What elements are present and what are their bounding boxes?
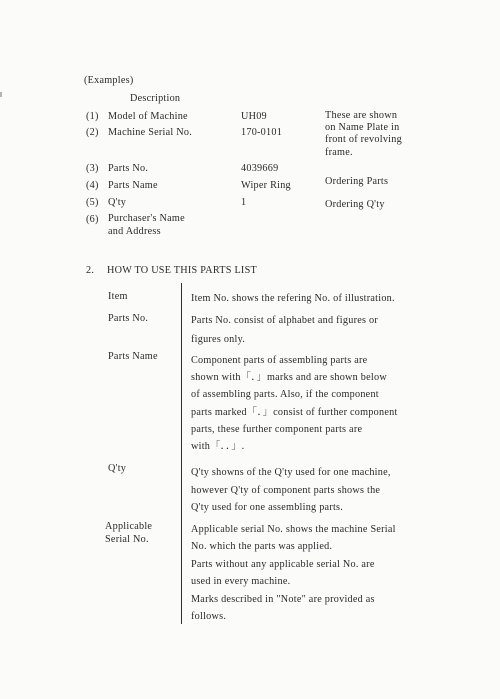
example-label-5: Q'ty — [108, 197, 127, 208]
term-applicable-serial-no: Applicable Serial No. — [105, 521, 153, 545]
example-num-4: (4) — [86, 180, 99, 191]
example-label-2: Machine Serial No. — [108, 127, 192, 138]
example-value-4: Wiper Ring — [241, 180, 291, 191]
description-label: Description — [130, 93, 181, 104]
example-num-1: (1) — [86, 111, 99, 122]
term-parts-no: Parts No. — [108, 313, 149, 324]
definition-parts-name: Component parts of assembling parts are shown with「．」marks and are shown below of assembling parts. Also, if the component parts marked「．」consist of further component parts, these further component parts are with「．．」. — [191, 355, 398, 453]
section-number: 2. — [86, 265, 95, 276]
examples-heading: (Examples) — [84, 75, 134, 86]
definition-parts-no: Parts No. consist of alphabet and figures or figures only. — [191, 315, 378, 345]
term-parts-name: Parts Name — [108, 351, 158, 362]
section-title: HOW TO USE THIS PARTS LIST — [107, 265, 257, 276]
example-value-2: 170-0101 — [241, 127, 283, 138]
example-label-4: Parts Name — [108, 180, 158, 191]
example-value-3: 4039669 — [241, 163, 279, 174]
ordering-parts-note: Ordering Parts — [325, 176, 389, 187]
example-num-3: (3) — [86, 163, 99, 174]
example-value-1: UH09 — [241, 111, 267, 122]
term-qty: Q'ty — [108, 463, 127, 474]
example-label-6: Purchaser's Name and Address — [108, 213, 185, 237]
definition-item: Item No. shows the refering No. of illustration. — [191, 293, 395, 304]
definition-qty: Q'ty showns of the Q'ty used for one machine, however Q'ty of component parts shows the Q'ty used for one assembling parts. — [191, 467, 391, 513]
example-num-5: (5) — [86, 197, 99, 208]
term-item: Item — [108, 291, 128, 302]
example-label-3: Parts No. — [108, 163, 149, 174]
column-divider — [181, 283, 182, 624]
definition-applicable-serial-no: Applicable serial No. shows the machine Serial No. which the parts was applied. Parts without any applicable serial No. are used in every machine. Marks described in "Note" are provided as follows. — [191, 524, 396, 623]
page-edge-mark — [0, 92, 2, 97]
example-value-5: 1 — [241, 197, 247, 208]
example-num-6: (6) — [86, 214, 99, 225]
example-label-1: Model of Machine — [108, 111, 188, 122]
name-plate-note: These are shown on Name Plate in front of revolving frame. — [325, 110, 402, 158]
example-num-2: (2) — [86, 127, 99, 138]
ordering-qty-note: Ordering Q'ty — [325, 199, 385, 210]
